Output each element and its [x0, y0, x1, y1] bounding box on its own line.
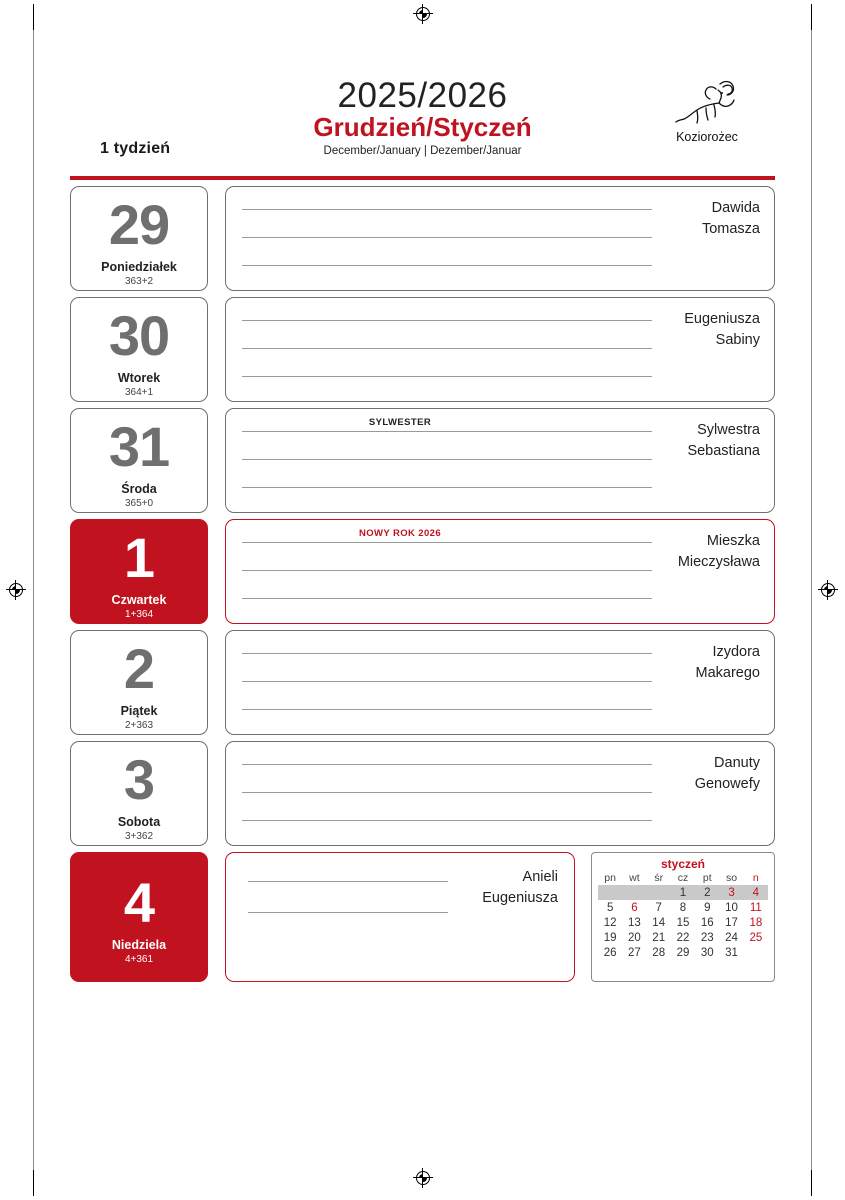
day-notes-area[interactable]	[225, 297, 775, 402]
page-title-subtitle: December/January | Dezember/Januar	[323, 144, 522, 157]
day-weekday: Piątek	[120, 704, 158, 718]
mini-calendar-day: 29	[676, 946, 690, 959]
mini-calendar-day: 22	[676, 931, 690, 944]
note-lines	[242, 209, 652, 291]
name-day: Mieszka	[706, 533, 760, 549]
day-number: 1	[123, 526, 155, 589]
day-notes-area[interactable]	[225, 741, 775, 846]
mini-calendar-week	[598, 885, 768, 900]
mini-calendar-day	[622, 885, 646, 900]
mini-calendar-day	[744, 945, 768, 960]
day-box[interactable]	[70, 519, 208, 624]
mini-calendar-day: 5	[606, 901, 614, 914]
day-weekday: Wtorek	[117, 371, 161, 385]
mini-calendar-day: 9	[704, 901, 711, 914]
day-box[interactable]	[70, 297, 208, 402]
name-day: Genowefy	[694, 775, 760, 792]
mini-calendar-day: 30	[700, 946, 714, 959]
day-row	[70, 741, 775, 846]
day-notes-area[interactable]	[225, 186, 775, 291]
day-row	[70, 630, 775, 735]
registration-mark-right	[818, 580, 838, 600]
mini-calendar-week	[598, 945, 768, 960]
mini-calendar-day: 25	[749, 931, 763, 944]
name-day: Dawida	[711, 200, 760, 216]
mini-calendar-weekday: cz	[677, 872, 689, 885]
mini-calendar[interactable]	[591, 852, 775, 982]
mini-calendar-weekday: pn	[604, 872, 616, 885]
mini-calendar-week	[598, 915, 768, 930]
name-day-list	[482, 867, 558, 908]
name-day: Eugeniusza	[684, 311, 760, 327]
mini-calendar-day: 24	[725, 931, 738, 944]
mini-calendar-day: 4	[744, 885, 768, 900]
mini-calendar-day: 26	[603, 946, 617, 959]
day-notes-area[interactable]	[225, 408, 775, 513]
day-notes-area[interactable]	[225, 630, 775, 735]
note-lines	[242, 542, 652, 624]
mini-calendar-table	[598, 872, 768, 960]
day-number: 4	[123, 871, 155, 934]
name-day: Makarego	[695, 664, 760, 681]
mini-calendar-day: 13	[628, 916, 641, 929]
day-number: 30	[108, 304, 170, 367]
name-day-list	[687, 420, 760, 461]
mini-calendar-day: 14	[652, 916, 666, 929]
registration-mark-top	[413, 4, 433, 24]
day-event-label: NOWY ROK 2026	[358, 528, 442, 539]
day-box[interactable]	[70, 408, 208, 513]
name-day: Sylwestra	[697, 422, 760, 438]
page-header	[70, 60, 775, 172]
day-box[interactable]	[70, 186, 208, 291]
mini-calendar-day: 27	[628, 946, 641, 959]
note-lines	[242, 653, 652, 735]
mini-calendar-day: 17	[725, 916, 738, 929]
crop-mark-bottom-right	[811, 1170, 812, 1196]
day-weekday: Sobota	[117, 815, 161, 829]
header-divider	[70, 176, 775, 180]
day-box[interactable]	[70, 630, 208, 735]
name-day: Eugeniusza	[482, 889, 558, 906]
week-label: 1 tydzień	[100, 140, 171, 157]
day-number: 29	[108, 193, 170, 256]
mini-calendar-day: 12	[603, 916, 617, 929]
mini-calendar-day: 20	[628, 931, 641, 944]
day-count: 363+2	[124, 276, 154, 287]
name-day-list	[678, 531, 760, 572]
day-notes-area[interactable]	[225, 852, 575, 982]
mini-calendar-weekday: pt	[702, 872, 712, 885]
day-box[interactable]	[70, 852, 208, 982]
name-day-list	[684, 309, 760, 350]
mini-calendar-day: 3	[719, 885, 743, 900]
day-box[interactable]	[70, 741, 208, 846]
name-day: Izydora	[712, 644, 760, 660]
mini-calendar-day: 23	[700, 931, 714, 944]
crop-mark-top-left	[33, 4, 34, 30]
day-event-label: SYLWESTER	[368, 417, 432, 428]
day-count: 365+0	[124, 498, 154, 509]
name-day: Danuty	[714, 755, 760, 771]
day-row	[70, 186, 775, 291]
mini-calendar-week	[598, 930, 768, 945]
mini-calendar-week	[598, 900, 768, 915]
mini-calendar-weekday: śr	[654, 872, 664, 885]
note-lines	[242, 320, 652, 402]
page-title-year: 2025/2026	[337, 76, 508, 115]
note-lines	[242, 764, 652, 846]
mini-calendar-day: 28	[652, 946, 666, 959]
day-row	[70, 852, 775, 982]
name-day: Tomasza	[701, 220, 760, 237]
note-lines	[248, 881, 448, 943]
mini-calendar-day: 11	[749, 901, 762, 914]
mini-calendar-day	[647, 885, 671, 900]
mini-calendar-day: 1	[671, 885, 695, 900]
day-weekday: Niedziela	[111, 938, 167, 952]
registration-mark-left	[6, 580, 26, 600]
note-lines	[242, 431, 652, 513]
name-day: Sebastiana	[687, 442, 760, 459]
day-count: 3+362	[124, 831, 154, 842]
day-count: 4+361	[124, 954, 154, 965]
name-day: Mieczysława	[677, 553, 760, 570]
mini-calendar-day: 16	[700, 916, 714, 929]
zodiac-name: Koziorożec	[676, 130, 738, 144]
name-day: Sabiny	[715, 331, 760, 348]
capricorn-goat-icon	[647, 78, 767, 126]
day-weekday: Poniedziałek	[101, 260, 177, 274]
name-day-list	[695, 753, 760, 794]
mini-calendar-day: 31	[725, 946, 738, 959]
day-number: 2	[123, 637, 155, 700]
day-weekday: Środa	[121, 482, 157, 496]
day-count: 364+1	[124, 387, 154, 398]
mini-calendar-title: styczeń	[660, 857, 706, 871]
mini-calendar-day: 19	[603, 931, 617, 944]
mini-calendar-day: 21	[652, 931, 666, 944]
mini-calendar-day	[598, 885, 622, 900]
mini-calendar-day: 15	[676, 916, 690, 929]
crop-mark-top-right	[811, 4, 812, 30]
mini-calendar-day: 10	[725, 901, 738, 914]
mini-calendar-day: 18	[749, 916, 763, 929]
day-notes-area[interactable]	[225, 519, 775, 624]
mini-calendar-day: 8	[679, 901, 687, 914]
calendar-page	[70, 60, 775, 982]
name-day-list	[702, 198, 760, 239]
mini-calendar-day: 7	[655, 901, 662, 914]
mini-calendar-header-row	[598, 872, 768, 885]
day-count: 1+364	[124, 609, 154, 620]
mini-calendar-weekday: wt	[629, 872, 640, 885]
day-count: 2+363	[124, 720, 154, 731]
mini-calendar-day: 2	[695, 885, 719, 900]
day-number: 3	[123, 748, 155, 811]
mini-calendar-weekday: so	[726, 872, 738, 885]
day-weekday: Czwartek	[111, 593, 167, 607]
page-title-months: Grudzień/Styczeń	[313, 111, 532, 142]
day-rows	[70, 186, 775, 982]
name-day: Anieli	[522, 869, 558, 885]
day-row	[70, 297, 775, 402]
mini-calendar-weekday: n	[752, 872, 759, 885]
day-row	[70, 519, 775, 624]
registration-mark-bottom	[413, 1168, 433, 1188]
zodiac-block	[647, 78, 767, 144]
day-number: 31	[108, 415, 170, 478]
day-row	[70, 408, 775, 513]
crop-mark-bottom-left	[33, 1170, 34, 1196]
mini-calendar-day: 6	[631, 901, 638, 914]
name-day-list	[696, 642, 760, 683]
